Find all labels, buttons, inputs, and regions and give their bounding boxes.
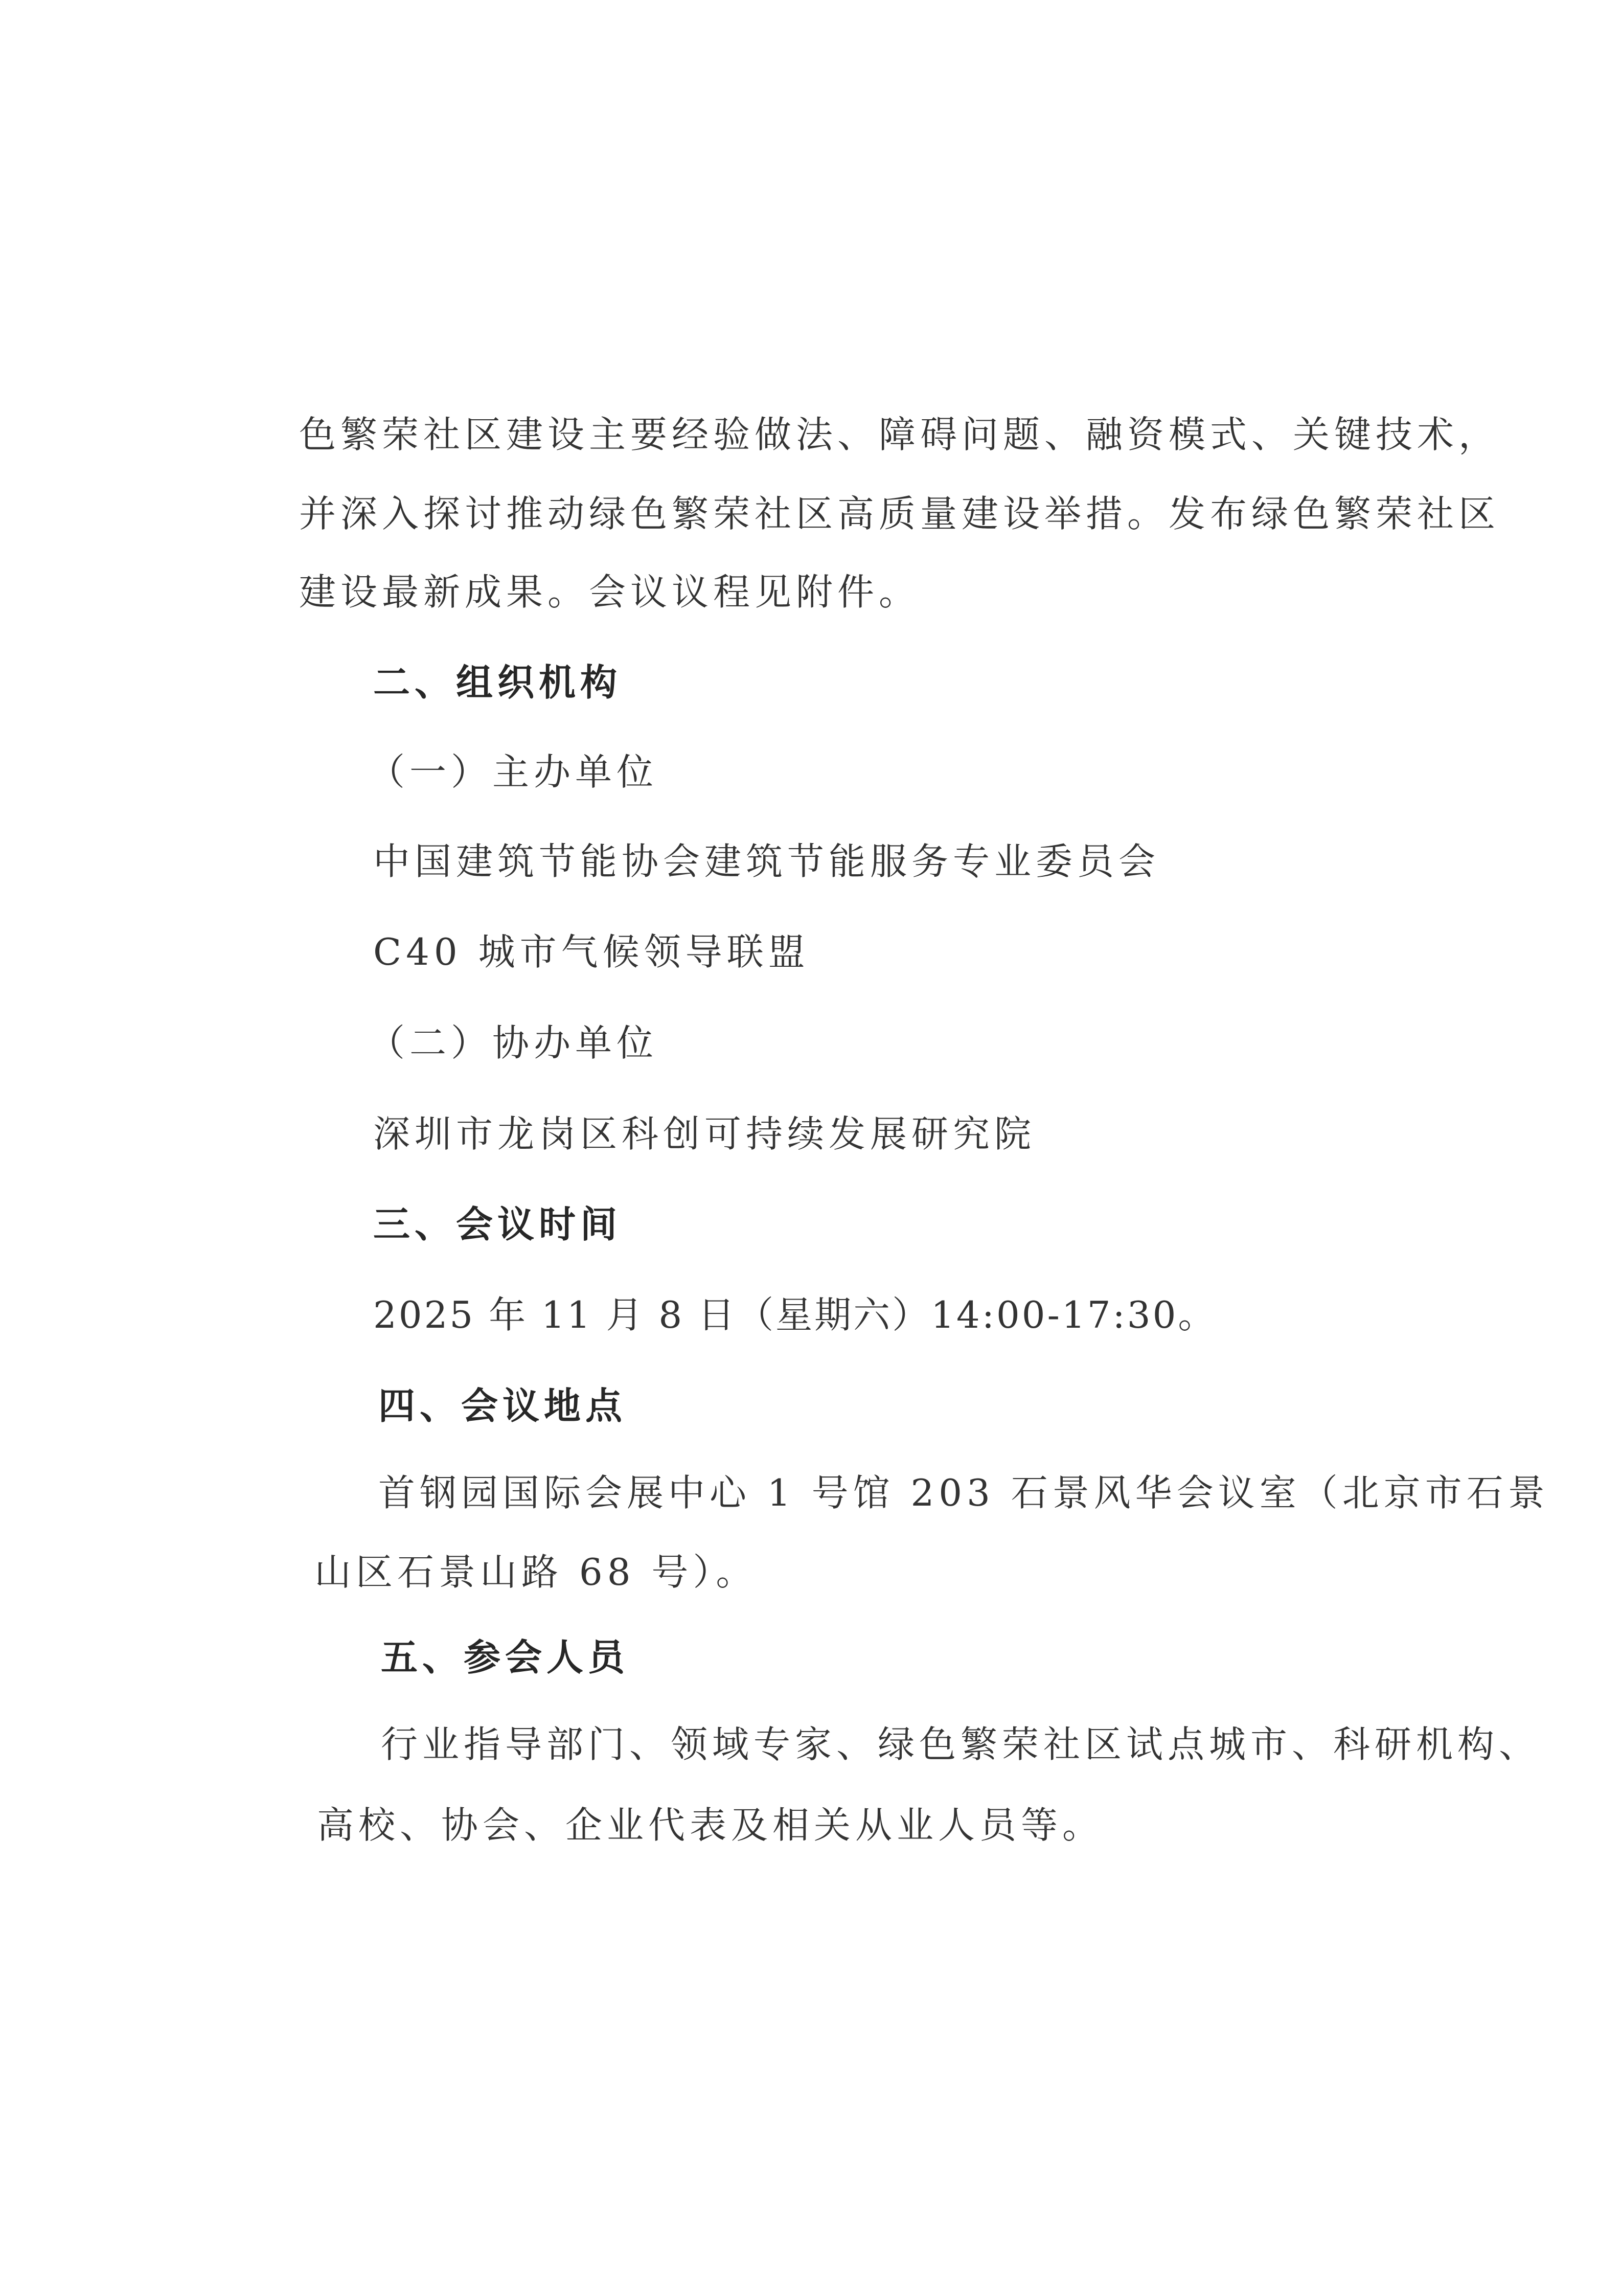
intro-line-2: 并深入探讨推动绿色繁荣社区高质量建设举措。发布绿色繁荣社区 [299,492,1500,535]
section-organization-heading: 二、组织机构 [373,661,622,704]
co-host-subheading: （二）协办单位 [368,1021,658,1064]
intro-line-3: 建设最新成果。会议议程见附件。 [299,571,921,613]
host-item-2: C40 城市气候领导联盟 [373,930,810,973]
section-time-heading: 三、会议时间 [373,1202,622,1246]
location-line-1: 首钢园国际会展中心 1 号馆 203 石景风华会议室（北京市石景 [378,1471,1549,1514]
attendees-line-1: 行业指导部门、领域专家、绿色繁荣社区试点城市、科研机构、 [381,1723,1541,1766]
section-attendees-heading: 五、参会人员 [381,1635,630,1679]
section-location-heading: 四、会议地点 [378,1384,627,1427]
host-item-1: 中国建筑节能协会建筑节能服务专业委员会 [373,840,1160,883]
location-line-2: 山区石景山路 68 号）。 [314,1551,758,1594]
host-subheading: （一）主办单位 [368,751,658,793]
attendees-line-2: 高校、协会、企业代表及相关从业人员等。 [317,1804,1104,1847]
co-host-item-1: 深圳市龙岗区科创可持续发展研究院 [373,1112,1036,1155]
intro-line-1: 色繁荣社区建设主要经验做法、障碍问题、融资模式、关键技术， [299,413,1500,456]
meeting-time-text: 2025 年 11 月 8 日（星期六）14:00-17:30。 [373,1293,1217,1336]
